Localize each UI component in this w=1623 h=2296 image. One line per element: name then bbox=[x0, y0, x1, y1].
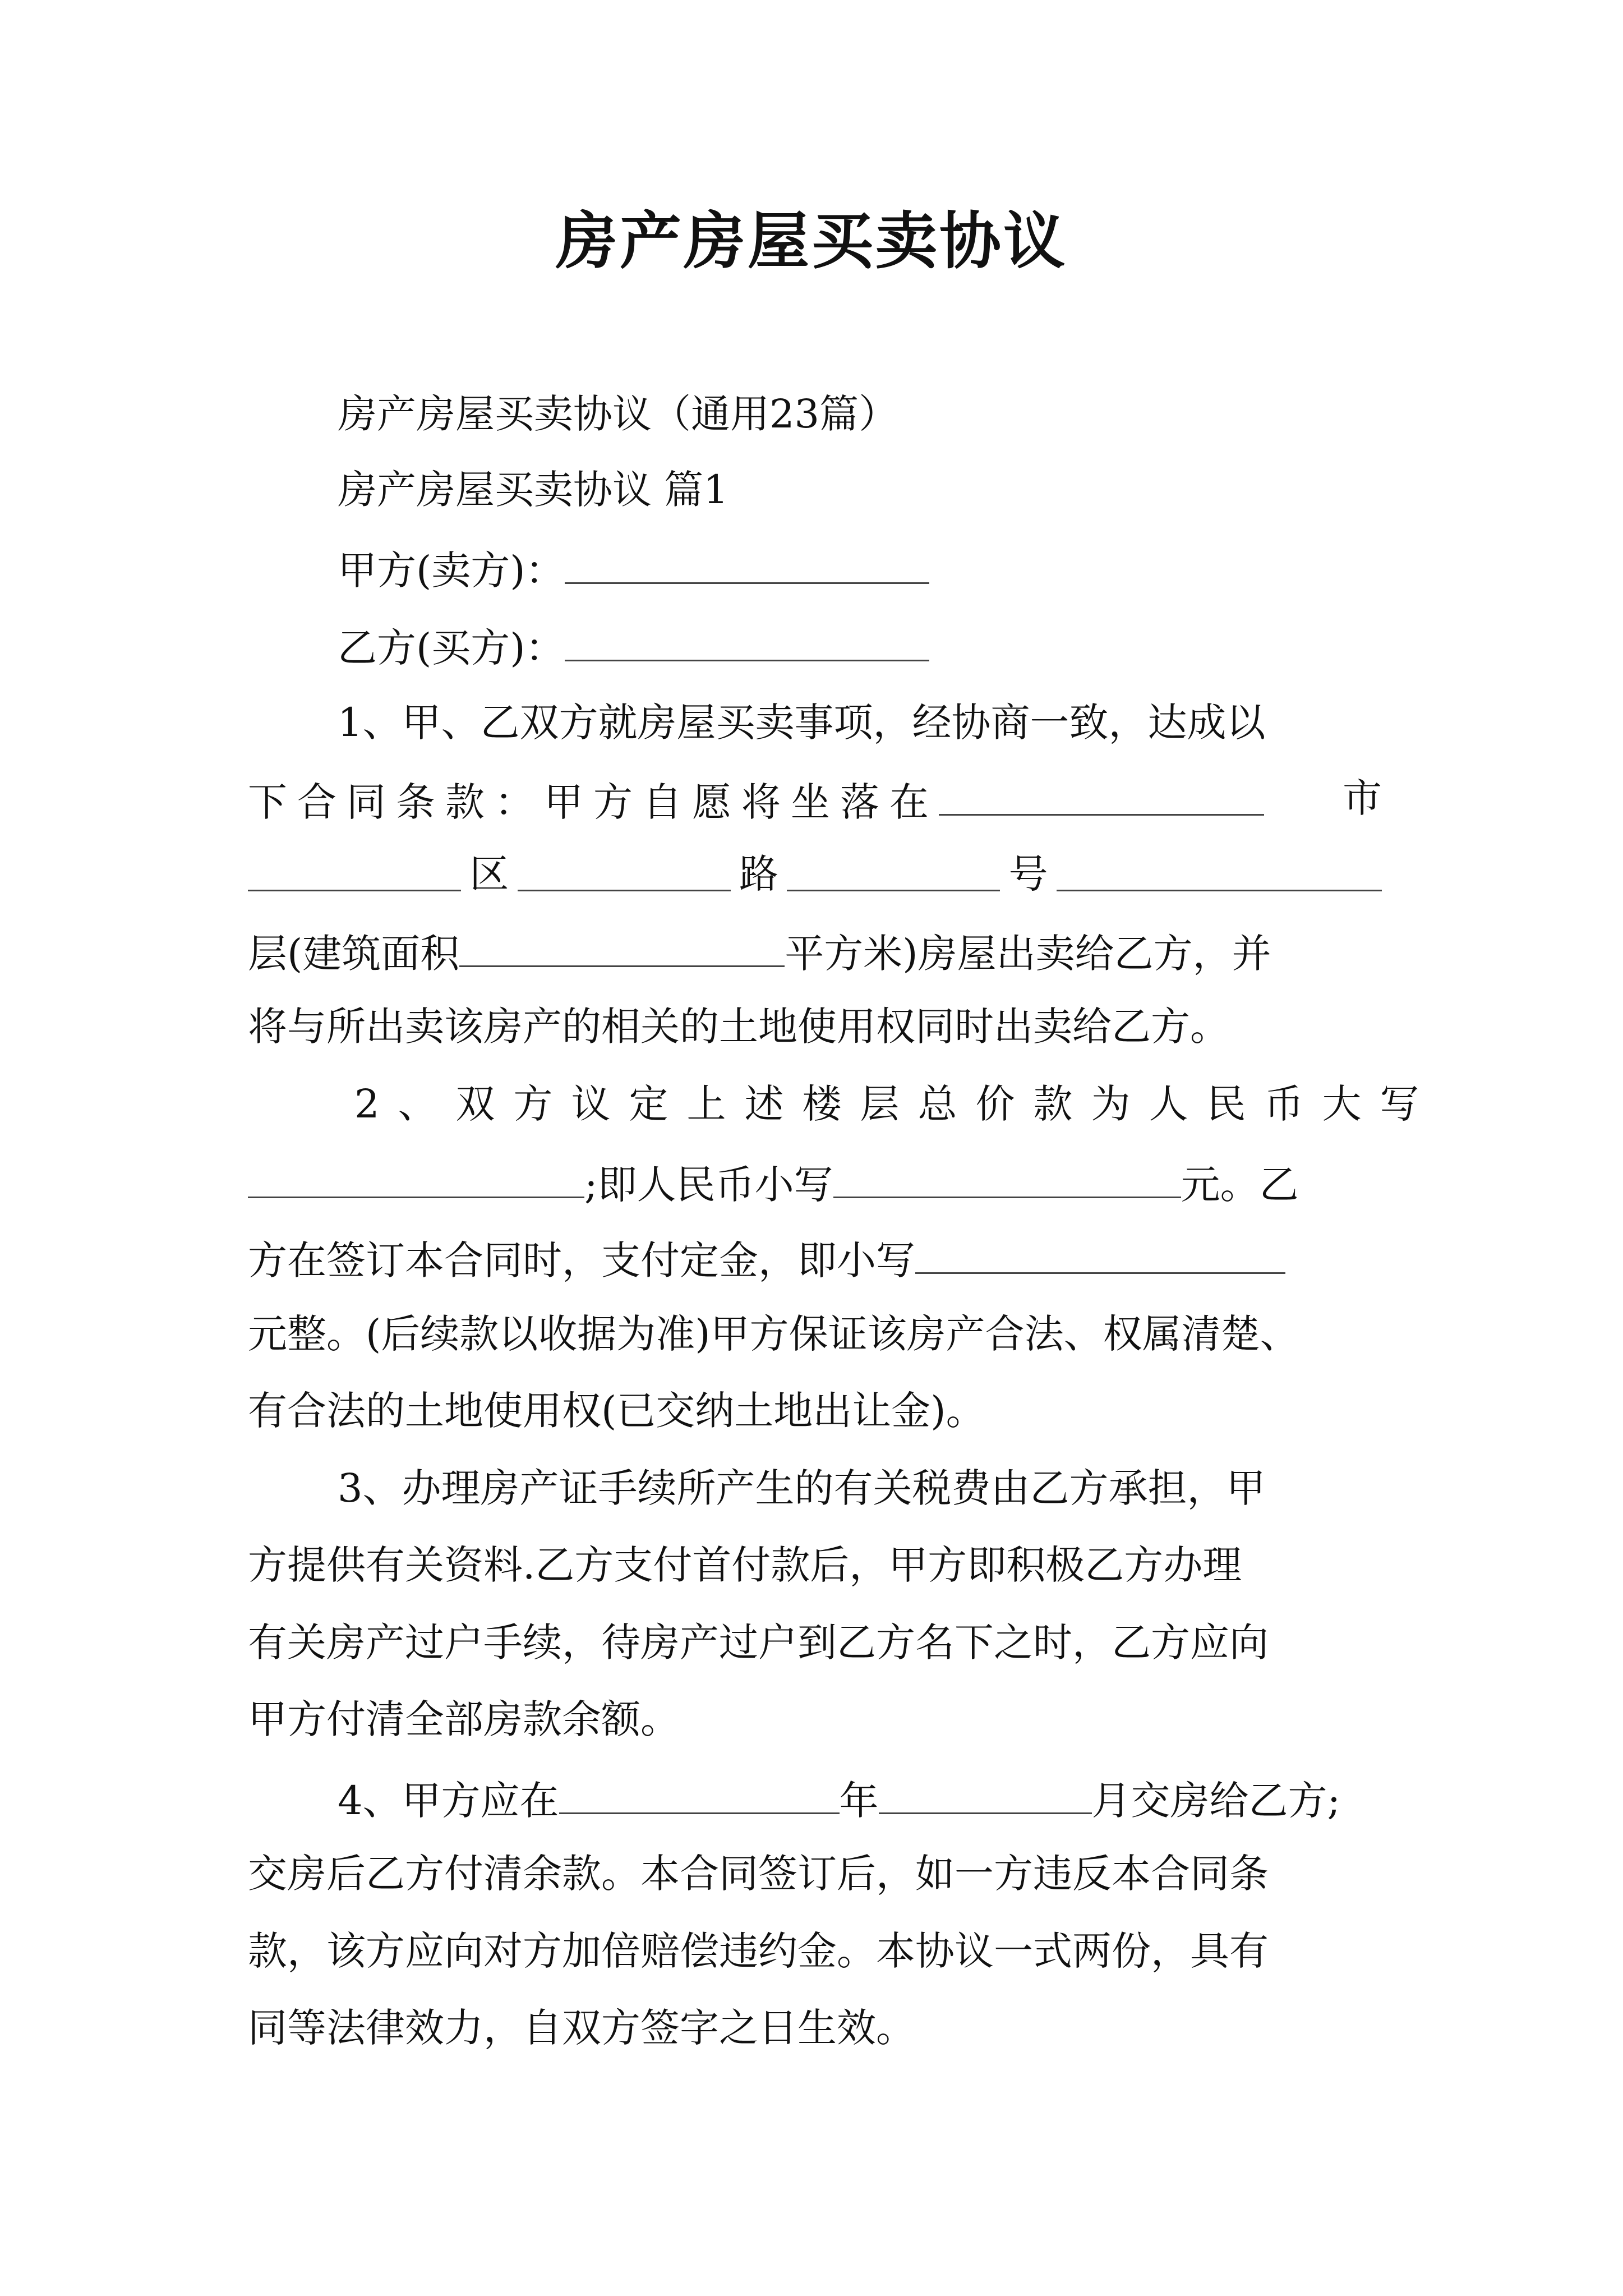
clause-3-line-2: 方提供有关资料.乙方支付首付款后，甲方即积极乙方办理 bbox=[248, 1542, 1242, 1588]
party-b-line bbox=[338, 617, 929, 671]
month-label: 月交房给乙方; bbox=[1091, 1778, 1341, 1824]
month-blank bbox=[879, 1770, 1092, 1814]
clause-3-line-4: 甲方付清全部房款余额。 bbox=[248, 1696, 680, 1742]
road-label: 路 bbox=[739, 851, 778, 897]
deposit-label: 方在签订本合同时，支付定金，即小写 bbox=[248, 1237, 915, 1283]
document-title: 房产房屋买卖协议 bbox=[556, 205, 1067, 277]
handover-label: 4、甲方应在 bbox=[338, 1778, 559, 1824]
clause-4-line-4: 同等法律效力，自双方签字之日生效。 bbox=[248, 2005, 915, 2051]
clause-2-line-4: 元整。(后续款以收据为准)甲方保证该房产合法、权属清楚、 bbox=[248, 1311, 1299, 1357]
number-blank bbox=[787, 847, 1000, 891]
year-blank bbox=[559, 1770, 840, 1814]
clause-4-line-3: 款，该方应向对方加倍赔偿违约金。本协议一式两份，具有 bbox=[248, 1928, 1269, 1974]
party-a-label: 甲方(卖方)： bbox=[338, 547, 565, 593]
clause-1-text: 下合同条款：甲方自愿将坐落在 bbox=[248, 779, 939, 825]
clause-4-line-1 bbox=[338, 1770, 1340, 1824]
price-lower-blank bbox=[833, 1154, 1181, 1198]
district-label: 区 bbox=[469, 851, 509, 897]
section-heading: 房产房屋买卖协议 篇1 bbox=[338, 467, 728, 513]
party-a-blank bbox=[565, 540, 929, 584]
road-blank bbox=[518, 847, 731, 891]
clause-1-line-3 bbox=[248, 847, 1382, 901]
party-b-blank bbox=[565, 617, 929, 661]
year-label: 年 bbox=[839, 1778, 879, 1824]
clause-1-line-2 bbox=[248, 771, 1382, 825]
price-lower-label: ;即人民币小写 bbox=[584, 1162, 833, 1208]
clause-1-line-1: 1、甲、乙双方就房屋买卖事项，经协商一致，达成以 bbox=[338, 700, 1266, 746]
clause-2-line-1: 2、双方议定上述楼层总价款为人民币大写 bbox=[354, 1081, 1438, 1127]
yuan-label: 元。乙 bbox=[1181, 1162, 1299, 1208]
clause-1-text-b: 平方米)房屋出卖给乙方，并 bbox=[785, 931, 1271, 977]
area-blank bbox=[459, 923, 785, 967]
deposit-blank bbox=[915, 1230, 1285, 1274]
clause-2-line-5: 有合法的土地使用权(已交纳土地出让金)。 bbox=[248, 1388, 985, 1434]
clause-4-line-2: 交房后乙方付清余款。本合同签订后，如一方违反本合同条 bbox=[248, 1851, 1269, 1897]
area-label: 层(建筑面积 bbox=[248, 931, 460, 977]
city-label: 市 bbox=[1343, 775, 1382, 821]
city-blank bbox=[939, 771, 1264, 816]
district-blank bbox=[248, 847, 461, 891]
floor-blank bbox=[1057, 847, 1382, 891]
party-a-line bbox=[338, 540, 929, 593]
number-label: 号 bbox=[1008, 851, 1048, 897]
clause-3-line-1: 3、办理房产证手续所产生的有关税费由乙方承担，甲 bbox=[338, 1465, 1266, 1511]
clause-3-line-3: 有关房产过户手续，待房产过户到乙方名下之时，乙方应向 bbox=[248, 1619, 1269, 1665]
party-b-label: 乙方(买方)： bbox=[338, 625, 565, 671]
clause-2-line-3 bbox=[248, 1230, 1285, 1283]
clause-1-line-4 bbox=[248, 923, 1271, 977]
clause-1-line-5: 将与所出卖该房产的相关的土地使用权同时出卖给乙方。 bbox=[248, 1004, 1229, 1050]
document-subtitle: 房产房屋买卖协议（通用23篇） bbox=[338, 391, 898, 437]
price-upper-blank bbox=[248, 1154, 584, 1198]
clause-2-line-2 bbox=[248, 1154, 1299, 1208]
